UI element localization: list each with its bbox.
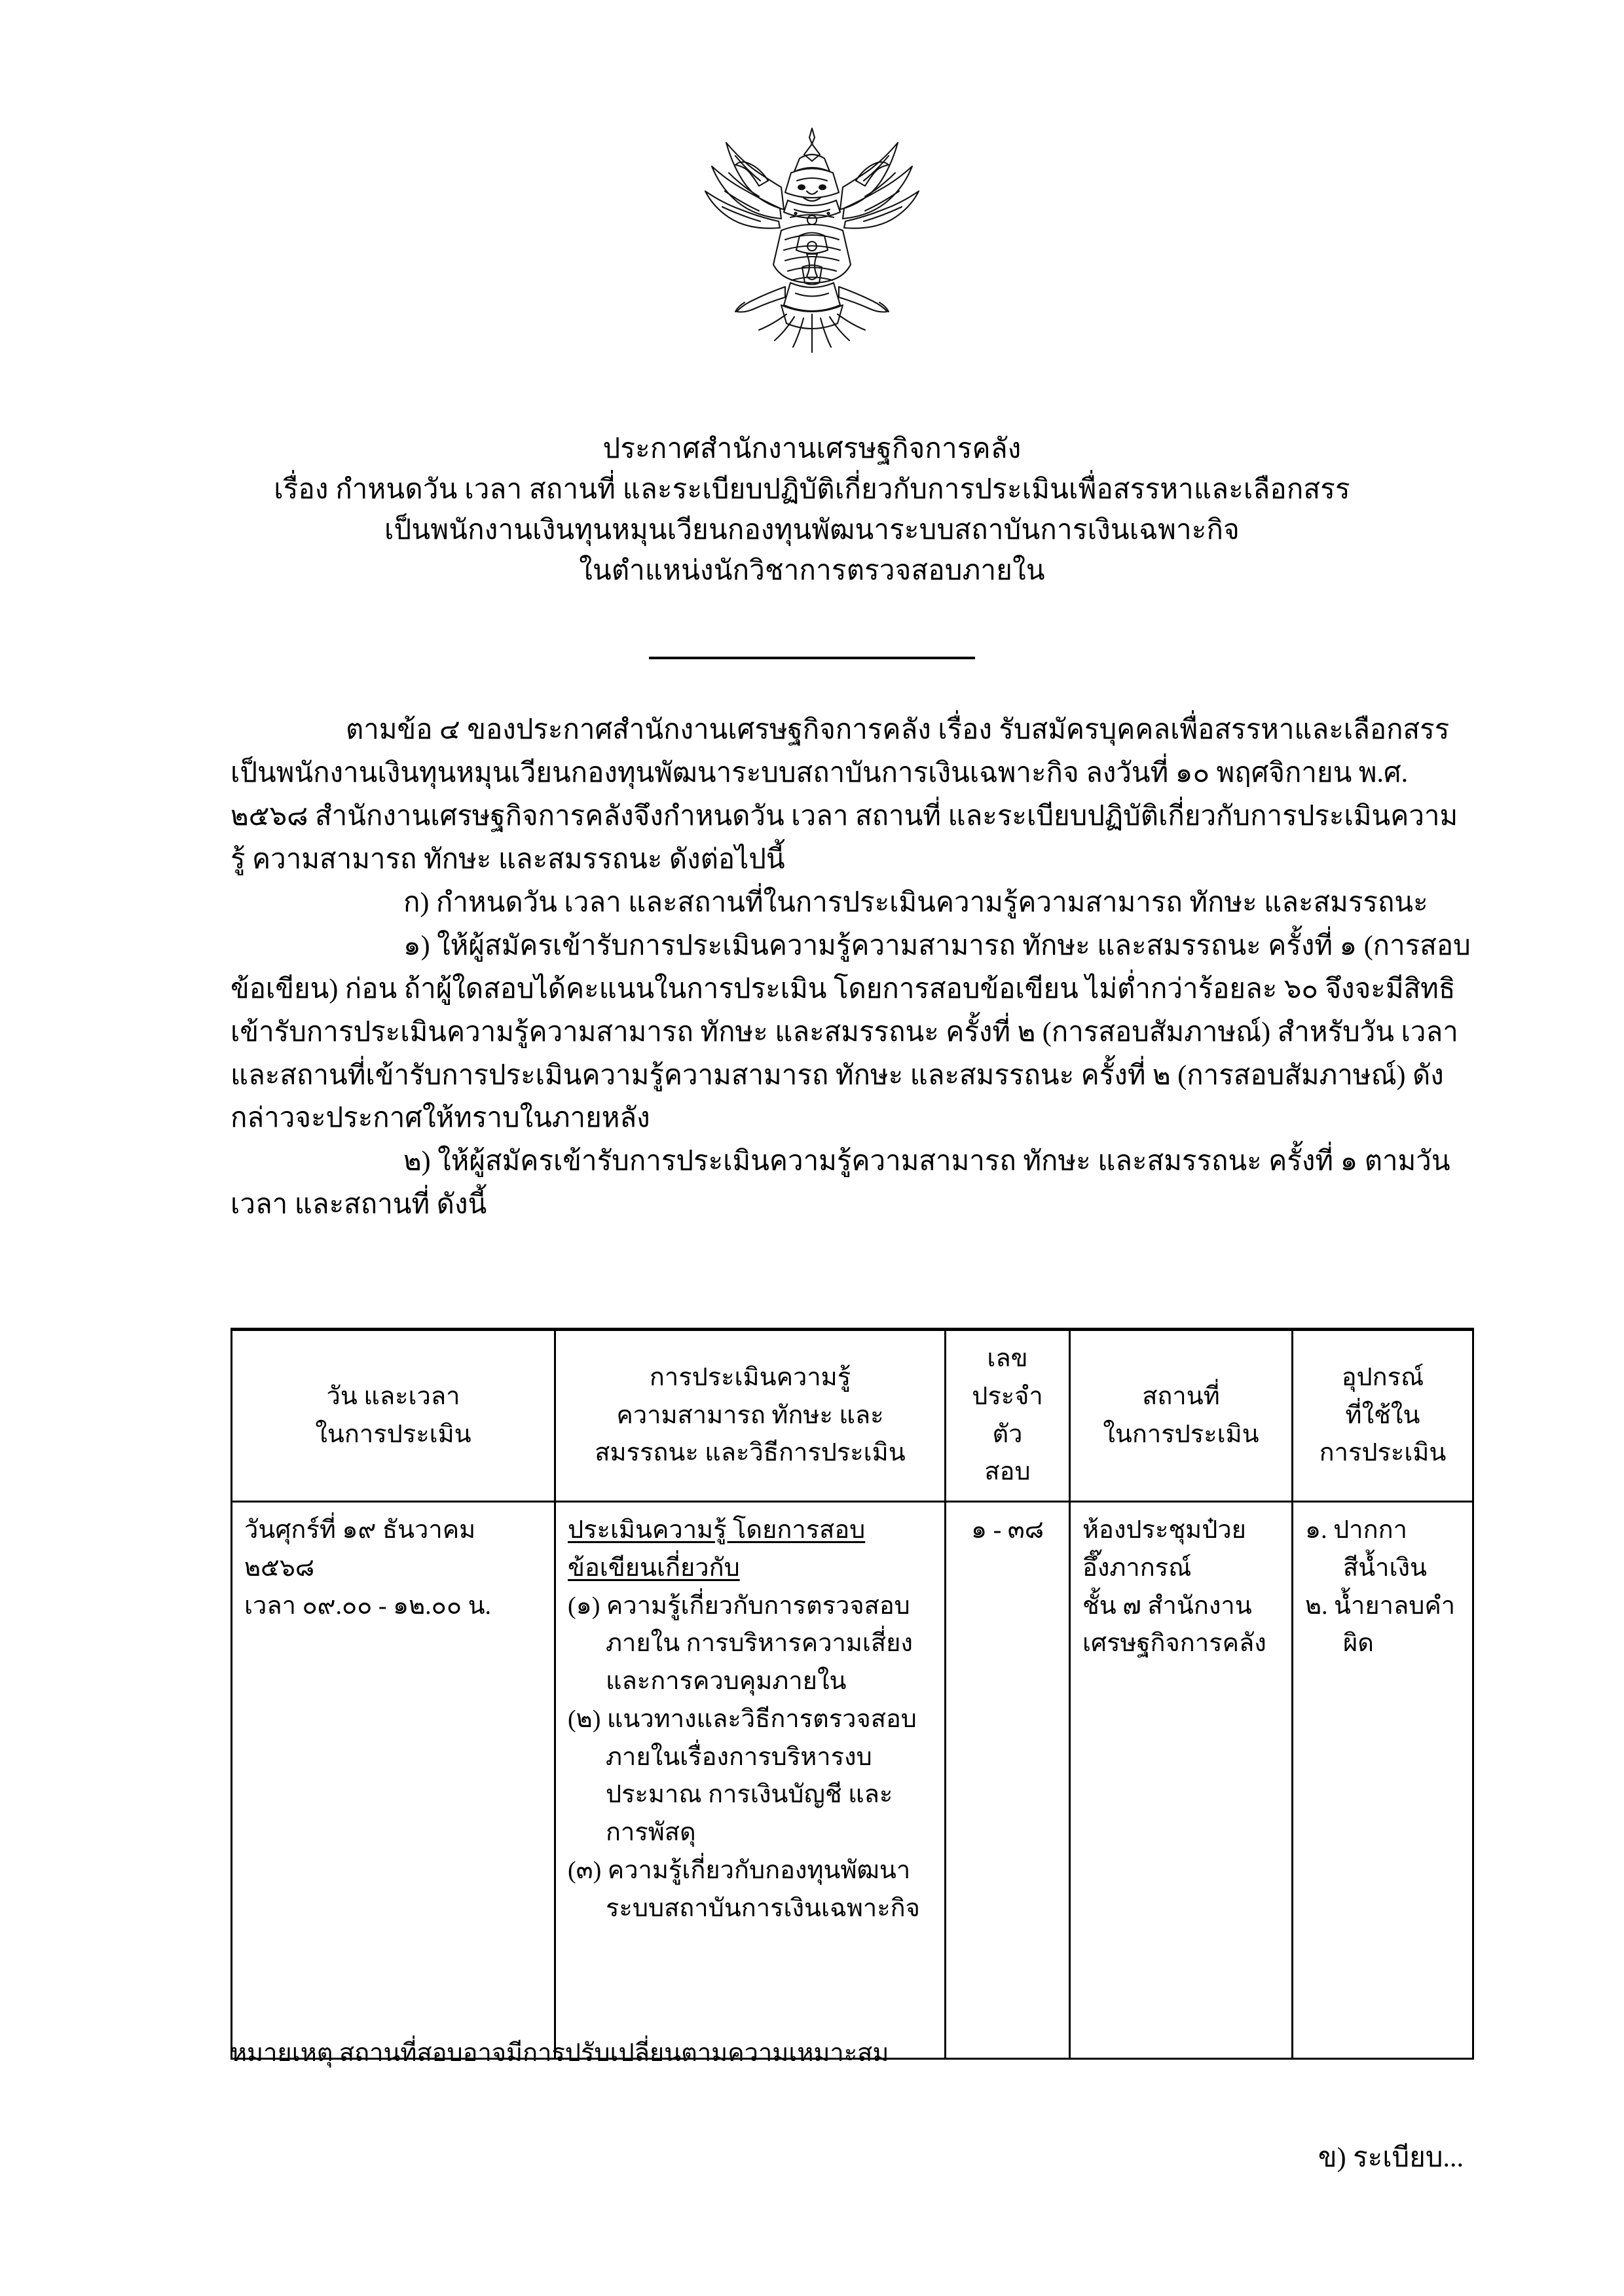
equipment-item-2: ๒. น้ำยาลบคำผิด <box>1305 1592 1456 1658</box>
th-exam-number: เลข ประจำตัว สอบ <box>946 1330 1070 1502</box>
td-assessment-method: ประเมินความรู้ โดยการสอบ ข้อเขียนเกี่ยวกับ (๑) ความรู้เกี่ยวกับการตรวจสอบภายใน การบริหารความเสี่ยง และการควบคุมภายใน (๒) แนวทางและวิธีการตรวจสอบภายในเรื่องการบริหารงบประมาณ การเงินบัญชี และการพัสดุ (๓) ความรู้เกี่ยวกับกองทุนพัฒนาระบบสถาบันการเงินเฉพาะกิจ <box>555 1502 946 2059</box>
body-paragraph-section-a: ก) กำหนดวัน เวลา และสถานที่ในการประเมินความรู้ความสามารถ ทักษะ และสมรรถนะ <box>403 887 1428 918</box>
td-exam-number: ๑ - ๓๘ <box>946 1502 1070 2059</box>
title-line-4: ในตำแหน่งนักวิชาการตรวจสอบภายใน <box>579 556 1045 587</box>
table-note: หมายเหตุ สถานที่สอบอาจมีการปรับเปลี่ยนตามความเหมาะสม <box>231 2039 889 2067</box>
table-header-row <box>232 1330 1473 1502</box>
td-equipment <box>1293 1502 1473 2059</box>
th-equipment: อุปกรณ์ ที่ใช้ใน การประเมิน <box>1293 1330 1473 1502</box>
garuda-emblem <box>0 118 1624 360</box>
body-paragraph-1: ตามข้อ ๔ ของประกาศสำนักงานเศรษฐกิจการคลัง เรื่อง รับสมัครบุคคลเพื่อสรรหาและเลือกสรรเป็นพนักงานเงินทุนหมุนเวียนกองทุนพัฒนาระบบสถาบันการเงินเฉพาะกิจ ลงวันที่ ๑๐ พฤศจิกายน พ.ศ. ๒๕๖๘ สำนักงานเศรษฐกิจการคลังจึงกำหนดวัน เวลา สถานที่ และระเบียบปฏิบัติเกี่ยวกับการประเมินความรู้ ความสามารถ ทักษะ และสมรรถนะ ดังต่อไปนี้ <box>231 715 1458 875</box>
th-venue: สถานที่ ในการประเมิน <box>1070 1330 1293 1502</box>
table-row <box>232 1502 1473 2059</box>
body-paragraph-item-1: ๑) ให้ผู้สมัครเข้ารับการประเมินความรู้ความสามารถ ทักษะ และสมรรถนะ ครั้งที่ ๑ (การสอบข้อเขียน) ก่อน ถ้าผู้ใดสอบได้คะแนนในการประเมิน โดยการสอบข้อเขียน ไม่ต่ำกว่าร้อยละ ๖๐ จึงจะมีสิทธิเข้ารับการประเมินความรู้ความสามารถ ทักษะ และสมรรถนะ ครั้งที่ ๒ (การสอบสัมภาษณ์) สำหรับวัน เวลา และสถานที่เข้ารับการประเมินความรู้ความสามารถ ทักษะ และสมรรถนะ ครั้งที่ ๒ (การสอบสัมภาษณ์) ดังกล่าวจะประกาศให้ทราบในภายหลัง <box>231 930 1471 1134</box>
td-date-time: วันศุกร์ที่ ๑๙ ธันวาคม ๒๕๖๘ เวลา ๐๙.๐๐ - ๑๒.๐๐ น. <box>232 1502 555 2059</box>
method-item-3: (๓) ความรู้เกี่ยวกับกองทุนพัฒนาระบบสถาบันการเงินเฉพาะกิจ <box>568 1856 920 1922</box>
method-item-1: (๑) ความรู้เกี่ยวกับการตรวจสอบภายใน การบริหารความเสี่ยง และการควบคุมภายใน <box>568 1592 913 1695</box>
continuation-marker: ข) ระเบียบ... <box>1318 2143 1464 2173</box>
method-item-2: (๒) แนวทางและวิธีการตรวจสอบภายในเรื่องการบริหารงบประมาณ การเงินบัญชี และการพัสดุ <box>568 1705 917 1846</box>
title-line-2: เรื่อง กำหนดวัน เวลา สถานที่ และระเบียบปฏิบัติเกี่ยวกับการประเมินเพื่อสรรหาและเลือกสรร <box>274 475 1350 505</box>
exam-schedule-table <box>231 1328 1474 2060</box>
td-venue: ห้องประชุมป๋วย อึ๊งภากรณ์ ชั้น ๗ สำนักงาน เศรษฐกิจการคลัง <box>1070 1502 1293 2059</box>
th-assessment-method: การประเมินความรู้ ความสามารถ ทักษะ และ สมรรถนะ และวิธีการประเมิน <box>555 1330 946 1502</box>
title-line-1: ประกาศสำนักงานเศรษฐกิจการคลัง <box>602 434 1022 464</box>
title-divider-rule <box>649 657 975 659</box>
document-body <box>231 709 1472 1227</box>
document-title-block <box>0 429 1624 592</box>
body-paragraph-item-2: ๒) ให้ผู้สมัครเข้ารับการประเมินความรู้ความสามารถ ทักษะ และสมรรถนะ ครั้งที่ ๑ ตามวัน เวลา และสถานที่ ดังนี้ <box>231 1146 1458 1220</box>
th-date-time: วัน และเวลา ในการประเมิน <box>232 1330 555 1502</box>
title-line-3: เป็นพนักงานเงินทุนหมุนเวียนกองทุนพัฒนาระบบสถาบันการเงินเฉพาะกิจ <box>384 515 1240 546</box>
equipment-item-1: ๑. ปากกาสีน้ำเงิน <box>1305 1516 1428 1582</box>
